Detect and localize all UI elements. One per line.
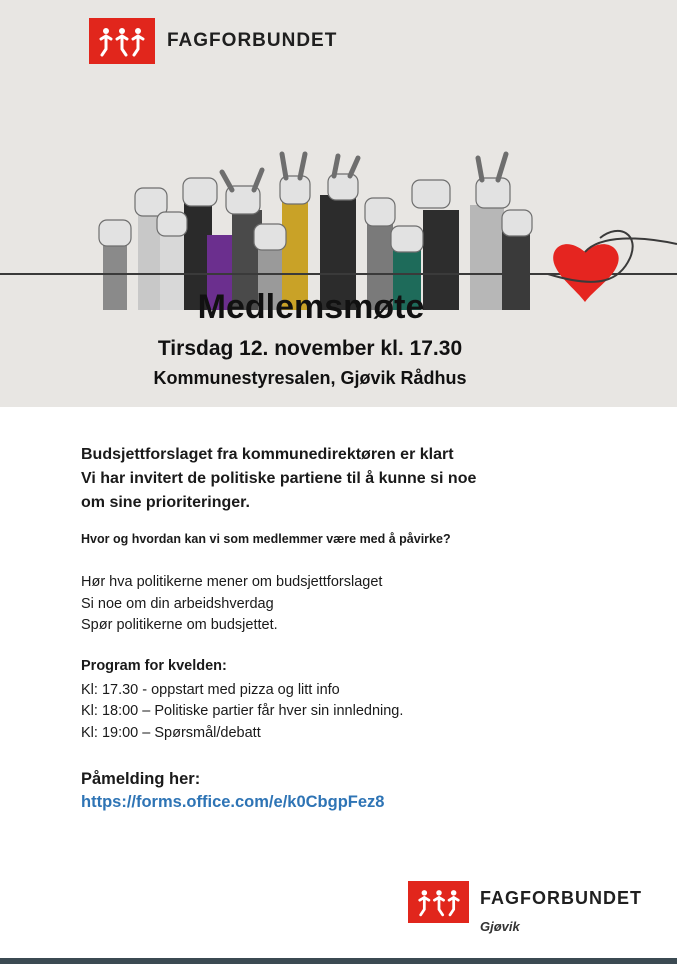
signup-heading: Påmelding her: bbox=[81, 770, 201, 788]
event-venue: Kommunestyresalen, Gjøvik Rådhus bbox=[153, 368, 467, 388]
brand-name: FAGFORBUNDET bbox=[167, 30, 338, 51]
local-branch: Gjøvik bbox=[480, 919, 520, 934]
fagforbundet-logo-icon bbox=[89, 18, 155, 64]
point-item: Spør politikerne om budsjettet. bbox=[81, 617, 278, 633]
signup-link[interactable]: https://forms.office.com/e/k0CbgpFez8 bbox=[81, 793, 385, 811]
intro-line-2: Vi har invitert de politiske partiene til å kunne si noe bbox=[81, 470, 477, 487]
main-content bbox=[81, 443, 641, 812]
points-list bbox=[81, 572, 641, 637]
brand-name: FAGFORBUNDET bbox=[480, 887, 642, 908]
program-item: Kl: 17.30 - oppstart med pizza og litt info bbox=[81, 681, 340, 698]
raised-arms-illustration bbox=[0, 140, 677, 310]
program-item: Kl: 19:00 – Spørsmål/debatt bbox=[81, 724, 261, 741]
program-list bbox=[81, 680, 641, 745]
question-text: Hvor og hvordan kan vi som medlemmer være med å påvirke? bbox=[81, 532, 451, 546]
event-date: Tirsdag 12. november kl. 17.30 bbox=[157, 337, 463, 360]
intro-line-1: Budsjettforslaget fra kommunedirektøren er klart bbox=[81, 446, 454, 463]
footer-logo bbox=[408, 881, 642, 923]
page-title: Medlemsmøte bbox=[197, 288, 425, 326]
hero-banner bbox=[0, 0, 677, 407]
intro-line-3: om sine prioriteringer. bbox=[81, 494, 250, 511]
header-logo bbox=[89, 18, 337, 64]
point-item: Hør hva politikerne mener om budsjettforslaget bbox=[81, 574, 383, 590]
fagforbundet-logo-icon bbox=[408, 881, 469, 923]
point-item: Si noe om din arbeidshverdag bbox=[81, 595, 274, 612]
program-item: Kl: 18:00 – Politiske partier får hver sin innledning. bbox=[81, 703, 404, 719]
program-heading: Program for kvelden: bbox=[81, 657, 227, 674]
footer-bar bbox=[0, 958, 677, 964]
